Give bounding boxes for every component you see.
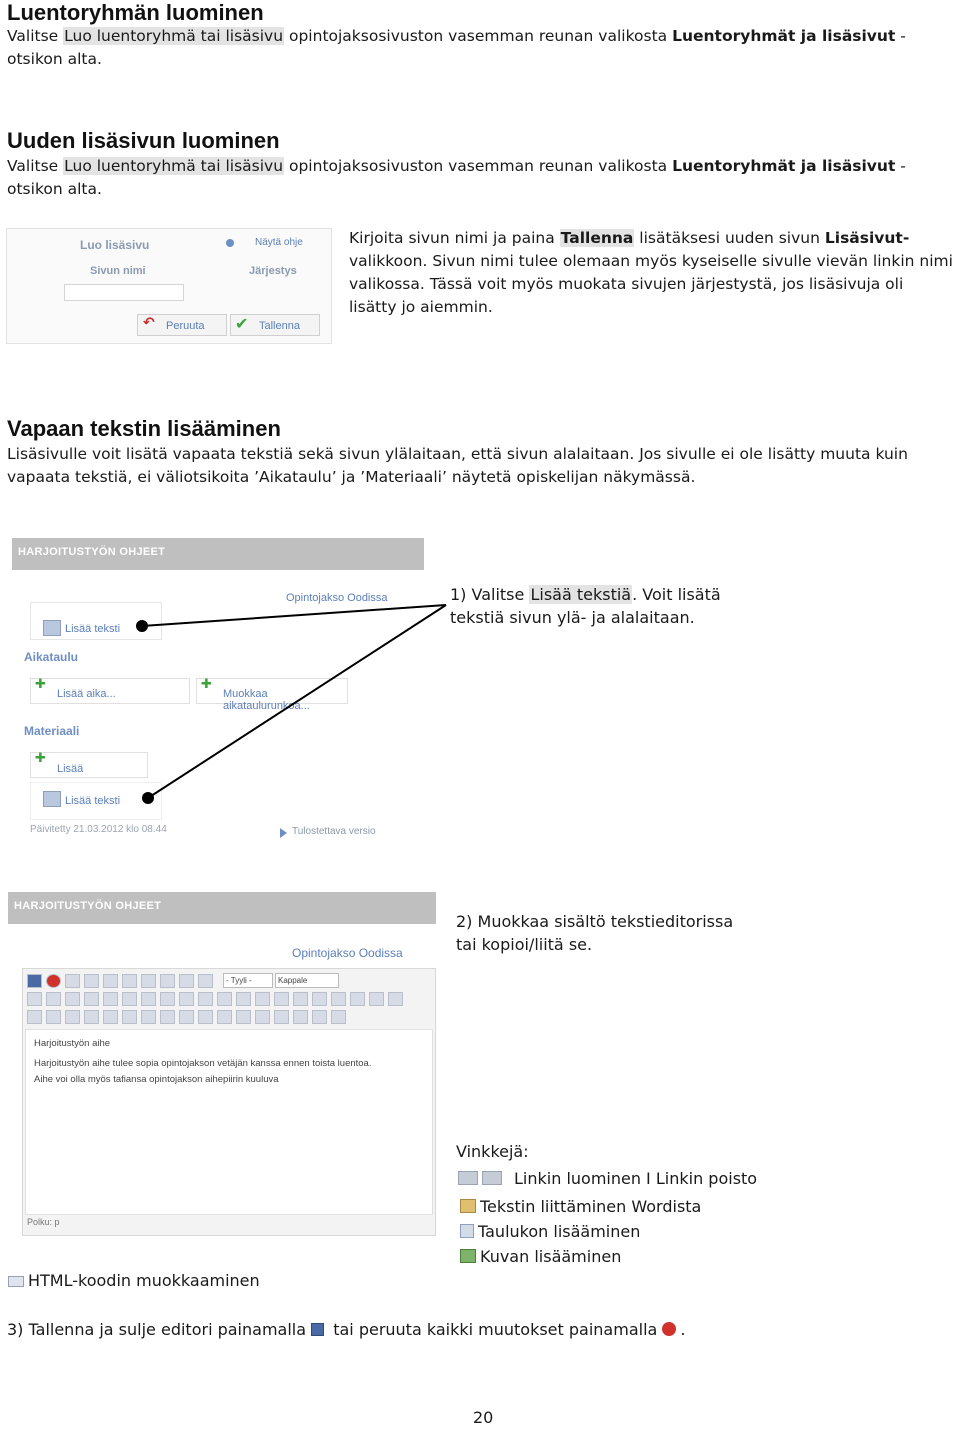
cancel-icon[interactable] <box>46 974 61 988</box>
indent-icon[interactable] <box>179 992 194 1006</box>
align-left-icon[interactable] <box>141 974 156 988</box>
text: Valitse <box>7 27 64 45</box>
menu-item-reference: Luo luentoryhmä tai lisäsivu <box>64 157 284 175</box>
align-right-icon[interactable] <box>179 974 194 988</box>
editor-content-area[interactable] <box>25 1029 433 1215</box>
checkmark-icon: ✔ <box>235 314 249 333</box>
editor-toolbar-row1 <box>27 973 431 989</box>
menu-item-reference: Luo luentoryhmä tai lisäsivu <box>64 27 284 45</box>
edit-schedule-label: Muokkaa aikataulurunkoa... <box>223 688 310 712</box>
background-color-icon[interactable] <box>388 992 403 1006</box>
page-header-title: HARJOITUSTYÖN OHJEET <box>14 900 162 912</box>
text: tai peruuta kaikki muutokset painamalla <box>328 1320 663 1339</box>
text: . <box>680 1320 686 1339</box>
page-number: 20 <box>473 1408 494 1427</box>
text: 3) Tallenna ja sulje editori painamalla <box>7 1320 312 1339</box>
cancel-icon <box>662 1322 676 1336</box>
save-icon <box>311 1323 324 1336</box>
step2-text <box>456 910 856 956</box>
tip-table <box>460 1220 640 1243</box>
numbered-list-icon[interactable] <box>141 992 156 1006</box>
html-icon[interactable] <box>350 992 365 1006</box>
text: Valitse <box>7 157 64 175</box>
superscript-icon[interactable] <box>312 1010 327 1024</box>
text: opintojaksosivuston vasemman reunan valikosta <box>284 27 673 45</box>
text: otsikon alta. <box>7 50 102 68</box>
text: 1) Valitse <box>450 585 530 604</box>
plus-icon: ✚ <box>201 677 212 692</box>
subscript-icon[interactable] <box>293 1010 308 1024</box>
paste-word-icon <box>460 1199 476 1213</box>
editor-toolbar-row2 <box>27 991 431 1007</box>
table-icon[interactable] <box>27 1010 42 1024</box>
course-link[interactable]: Opintojakso Oodissa <box>286 592 388 604</box>
text: tekstiä sivun ylä- ja alalaitaan. <box>450 608 695 627</box>
save-icon[interactable] <box>27 974 42 988</box>
callout-line-bottom <box>148 605 446 798</box>
text: Kirjoita sivun nimi ja paina <box>349 229 560 247</box>
aikataulu-heading: Aikataulu <box>24 650 79 664</box>
italic-icon[interactable] <box>84 974 99 988</box>
tips-title: Vinkkejä: <box>456 1142 529 1161</box>
page-name-label: Sivun nimi <box>90 265 146 277</box>
content-line: Harjoitustyön aihe <box>34 1038 111 1049</box>
tip-text: HTML-koodin muokkaaminen <box>28 1271 260 1290</box>
paste-word-icon[interactable] <box>103 992 118 1006</box>
image-icon <box>460 1249 476 1263</box>
section-title-lisasivu: Uuden lisäsivun luominen <box>7 128 280 153</box>
order-label: Järjestys <box>249 265 297 277</box>
editor-screenshot <box>8 888 438 1240</box>
add-label: Lisää <box>57 763 84 775</box>
html-edit-tip <box>8 1269 260 1292</box>
insert-col-before-icon[interactable] <box>141 1010 156 1024</box>
table-icon <box>460 1224 474 1238</box>
plus-icon: ✚ <box>35 751 46 766</box>
underline-icon[interactable] <box>103 974 118 988</box>
bold-icon[interactable] <box>65 974 80 988</box>
undo-icon: ↶ <box>143 315 155 331</box>
unlink-icon <box>482 1171 502 1185</box>
tip-link <box>458 1167 757 1190</box>
insert-col-after-icon[interactable] <box>160 1010 175 1024</box>
link-icon <box>458 1171 478 1185</box>
bold-text: Luentoryhmät ja lisäsivut <box>672 27 896 45</box>
content-line: Aihe voi olla myös tafiansa opintojakson aihepiirin kuuluva <box>34 1074 279 1085</box>
style-select[interactable]: - Tyyli - <box>223 973 273 988</box>
text: opintojaksosivuston vasemman reunan valikosta <box>284 157 673 175</box>
course-link[interactable]: Opintojakso Oodissa <box>292 946 403 960</box>
plus-icon: ✚ <box>35 677 46 692</box>
visual-aid-icon[interactable] <box>274 1010 289 1024</box>
copy-icon[interactable] <box>46 992 61 1006</box>
button-reference: Lisää tekstiä <box>530 585 632 604</box>
editor-toolbar-row3 <box>27 1009 431 1025</box>
step3-text <box>7 1318 952 1341</box>
help-link[interactable]: Näytä ohje <box>255 237 303 248</box>
remove-format-icon[interactable] <box>255 1010 270 1024</box>
section-title-vapaa-teksti: Vapaan tekstin lisääminen <box>7 416 281 441</box>
text: - <box>895 157 906 175</box>
row-props-icon[interactable] <box>46 1010 61 1024</box>
text-color-icon[interactable] <box>369 992 384 1006</box>
html-icon <box>8 1276 24 1287</box>
insert-row-before-icon[interactable] <box>84 1010 99 1024</box>
text: otsikon alta. <box>7 180 102 198</box>
text-editor <box>22 968 436 1236</box>
editor-path: Polku: p <box>27 1217 60 1227</box>
link-icon[interactable] <box>236 992 251 1006</box>
updated-timestamp: Päivitetty 21.03.2012 klo 08.44 <box>30 824 167 835</box>
special-char-icon[interactable] <box>331 1010 346 1024</box>
step1-text <box>450 583 780 629</box>
justify-icon[interactable] <box>198 974 213 988</box>
tip-text: Tekstin liittäminen Wordista <box>480 1197 702 1216</box>
text: - <box>895 27 906 45</box>
text: tai kopioi/liitä se. <box>456 935 593 954</box>
add-time-label: Lisää aika... <box>57 688 116 700</box>
horizontal-rule-icon[interactable] <box>236 1010 251 1024</box>
cell-props-icon[interactable] <box>65 1010 80 1024</box>
page-header-bar <box>8 892 436 924</box>
section-title-luentoryhma: Luentoryhmän luominen <box>7 0 264 25</box>
callout-line-top <box>142 605 446 626</box>
image-icon[interactable] <box>293 992 308 1006</box>
text: 2) Muokkaa sisältö tekstieditorissa <box>456 912 734 931</box>
add-text-label: Lisää teksti <box>65 623 121 635</box>
delete-col-icon[interactable] <box>179 1010 194 1024</box>
tip-text: Kuvan lisääminen <box>480 1247 622 1266</box>
bullet-list-icon[interactable] <box>122 992 137 1006</box>
print-version-link[interactable]: Tulostettava versio <box>292 826 376 837</box>
insert-row-after-icon[interactable] <box>103 1010 118 1024</box>
page-header-title: HARJOITUSTYÖN OHJEET <box>18 546 166 558</box>
cancel-label: Peruuta <box>166 320 205 332</box>
add-text-label: Lisää teksti <box>65 795 121 807</box>
cut-icon[interactable] <box>27 992 42 1006</box>
callout-dot-bottom <box>142 792 154 804</box>
text: lisätäksesi uuden sivun <box>634 229 825 247</box>
paste-icon[interactable] <box>65 992 80 1006</box>
materiaali-heading: Materiaali <box>24 724 80 738</box>
form-title: Luo lisäsivu <box>80 238 150 252</box>
undo-icon[interactable] <box>198 992 213 1006</box>
bold-text: Lisäsivut- <box>824 229 910 247</box>
format-select[interactable]: Kappale <box>275 973 339 988</box>
button-reference: Tallenna <box>560 229 634 247</box>
delete-row-icon[interactable] <box>122 1010 137 1024</box>
tip-text: Taulukon lisääminen <box>478 1222 641 1241</box>
callout-dot-top <box>136 620 148 632</box>
cleanup-icon[interactable] <box>312 992 327 1006</box>
bold-text: Luentoryhmät ja lisäsivut <box>672 157 896 175</box>
redo-icon[interactable] <box>217 992 232 1006</box>
unlink-icon[interactable] <box>255 992 270 1006</box>
section3-paragraph: Lisäsivulle voit lisätä vapaata tekstiä sekä sivun ylälaitaan, että sivun alalaitaan. Jos sivulle ei ole lisätty muuta kuin vapaata tekstiä, ei väliotsikoita ’Aikataulu’ ja ’Materiaali’ näytetä opiskelijan näkymässä. <box>7 445 908 486</box>
tip-image <box>460 1245 621 1268</box>
content-line: Harjoitustyön aihe tulee sopia opintojakson vetäjän kanssa ennen toista luentoa. <box>34 1058 372 1069</box>
text: valikkoon. Sivun nimi tulee olemaan myös kyseiselle sivulle vievän linkin nimi valikossa. Tässä voit myös muokata sivujen järjestystä, jos lisäsivuja oli lisätty jo aiemmin. <box>349 252 953 316</box>
paste-text-icon[interactable] <box>84 992 99 1006</box>
outdent-icon[interactable] <box>160 992 175 1006</box>
merge-cells-icon[interactable] <box>217 1010 232 1024</box>
save-label: Tallenna <box>259 320 300 332</box>
tip-text: Linkin luominen I Linkin poisto <box>514 1169 758 1188</box>
help-icon[interactable] <box>331 992 346 1006</box>
tip-word <box>460 1195 701 1218</box>
text: . Voit lisätä <box>632 585 721 604</box>
strikethrough-icon[interactable] <box>122 974 137 988</box>
align-center-icon[interactable] <box>160 974 175 988</box>
anchor-icon[interactable] <box>274 992 289 1006</box>
split-cells-icon[interactable] <box>198 1010 213 1024</box>
